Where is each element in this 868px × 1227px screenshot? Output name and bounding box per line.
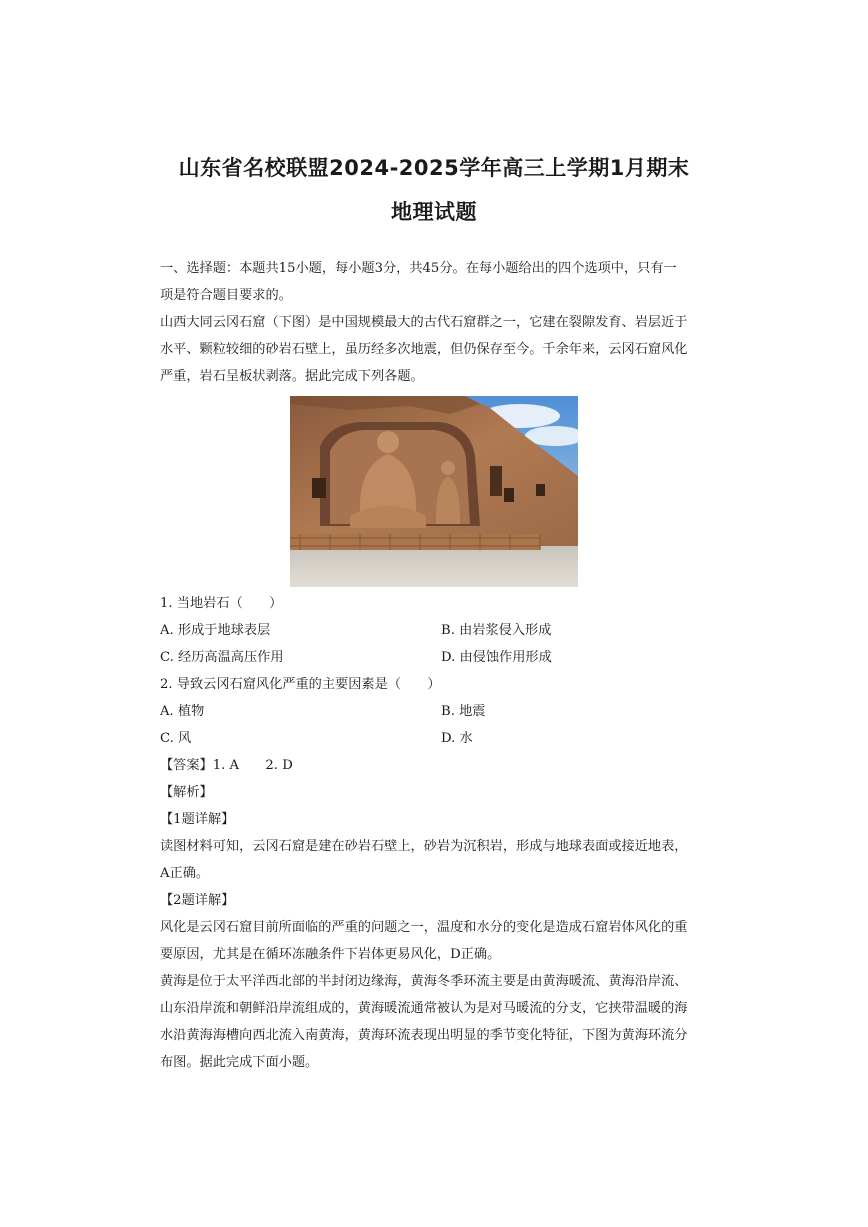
q2-option-a[interactable]: A. 植物 [160,704,205,719]
q1-explanation-label: 【1题详解】 [160,812,235,827]
passage-line: 严重，岩石呈板状剥落。据此完成下列各题。 [160,369,424,384]
analysis-label: 【解析】 [160,785,213,800]
q1-option-c[interactable]: C. 经历高温高压作用 [160,650,284,665]
document-title: 山东省名校联盟2024-2025学年高三上学期1月期末 [178,156,690,180]
section-intro-line: 项是符合题目要求的。 [160,288,292,303]
q2-option-b[interactable]: B. 地震 [441,704,486,719]
section-intro-line: 一、选择题：本题共15小题，每小题3分，共45分。在每小题给出的四个选项中，只有一 [160,261,677,276]
q2-option-d[interactable]: D. 水 [441,731,473,746]
q1-option-a[interactable]: A. 形成于地球表层 [160,623,271,638]
passage-line: 山西大同云冈石窟（下图）是中国规模最大的古代石窟群之一，它建在裂隙发育、岩层近于 [160,315,688,330]
q1-option-d[interactable]: D. 由侵蚀作用形成 [441,650,552,665]
question-stem: 2. 导致云冈石窟风化严重的主要因素是（ ） [160,677,441,692]
answer-line: 【答案】1. A 2. D [160,758,293,773]
q2-option-c[interactable]: C. 风 [160,731,192,746]
passage-line: 水沿黄海海槽向西北流入南黄海，黄海环流表现出明显的季节变化特征，下图为黄海环流分 [160,1028,688,1043]
passage-line: 山东沿岸流和朝鲜沿岸流组成的，黄海暖流通常被认为是对马暖流的分支，它挟带温暖的海 [160,1001,688,1016]
question-stem: 1. 当地岩石（ ） [160,596,283,611]
explanation-line: 风化是云冈石窟目前所面临的严重的问题之一，温度和水分的变化是造成石窟岩体风化的重 [160,920,688,935]
yungang-grottoes-photo [290,396,578,587]
passage-line: 黄海是位于太平洋西北部的半封闭边缘海，黄海冬季环流主要是由黄海暖流、黄海沿岸流、 [160,974,688,989]
q1-option-b[interactable]: B. 由岩浆侵入形成 [441,623,552,638]
explanation-line: 要原因，尤其是在循环冻融条件下岩体更易风化，D正确。 [160,947,501,962]
q2-explanation-label: 【2题详解】 [160,893,235,908]
document-subtitle: 地理试题 [391,200,477,224]
passage-line: 水平、颗粒较细的砂岩石壁上，虽历经多次地震，但仍保存至今。千余年来，云冈石窟风化 [160,342,688,357]
passage-line: 布图。据此完成下面小题。 [160,1055,319,1070]
explanation-line: A正确。 [160,866,210,881]
explanation-line: 读图材料可知，云冈石窟是建在砂岩石壁上，砂岩为沉积岩，形成与地球表面或接近地表， [160,839,688,854]
